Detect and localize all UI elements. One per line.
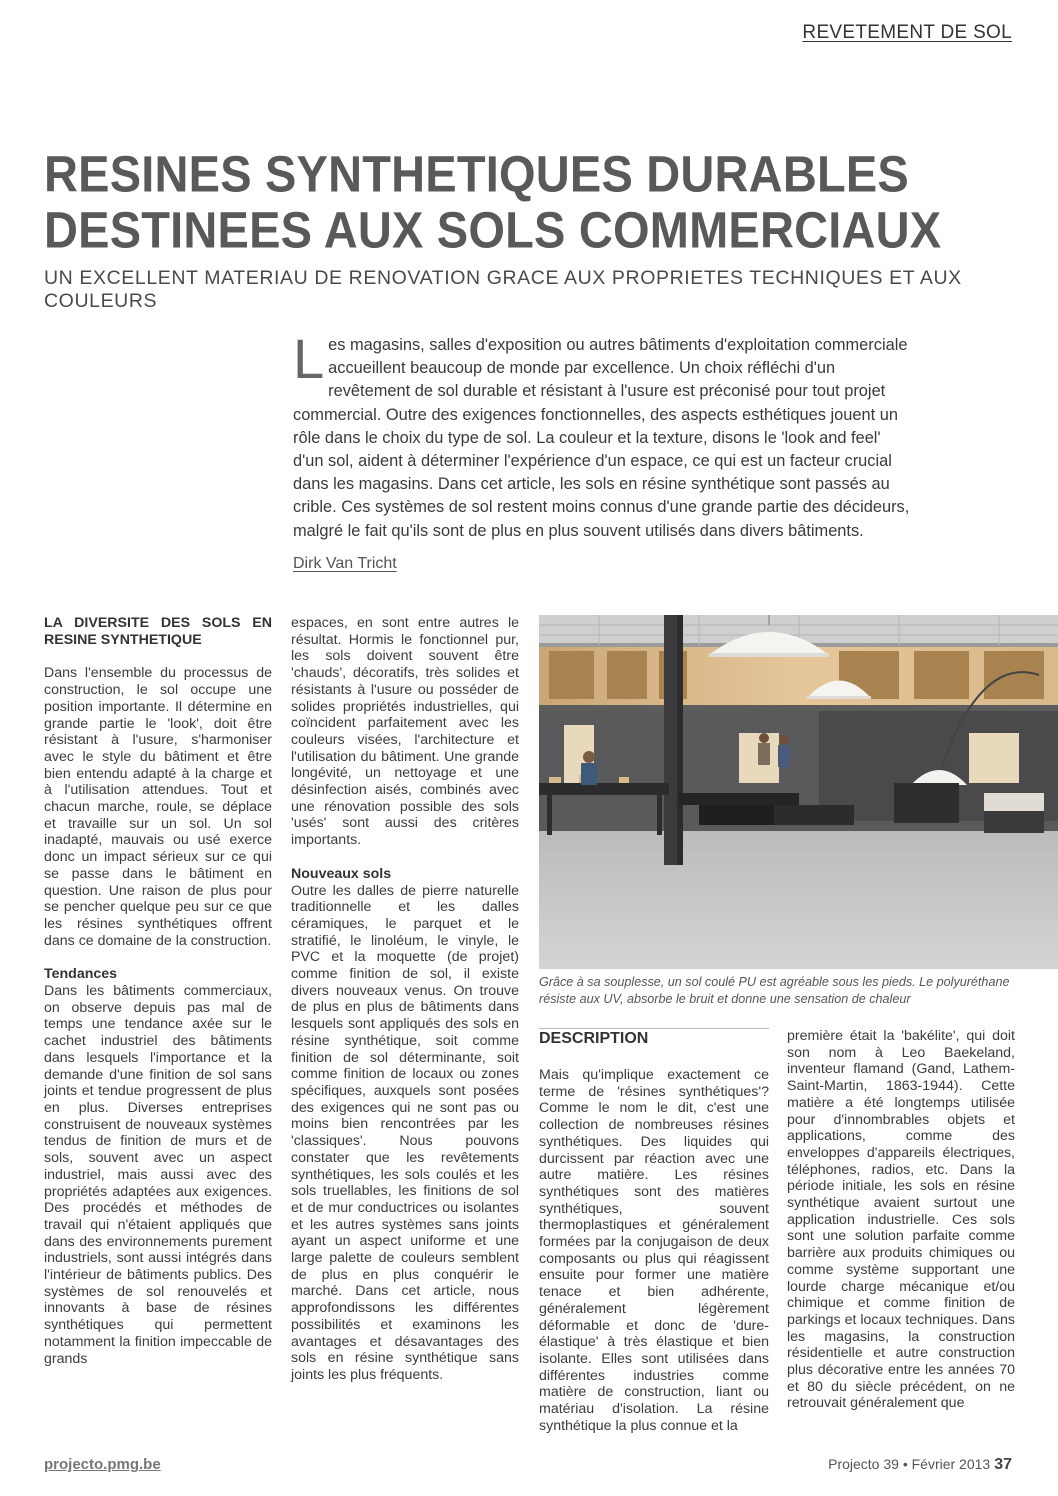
page-number: 37 <box>994 1456 1012 1473</box>
paragraph-description: Mais qu'implique exactement ce terme de 'résines synthétiques'? Comme le nom le dit, c'est une collection de nombreuses résines synthétiques. Des liquides qui durcissent par réaction avec une autre matière. Les résines synthétiques sont des matières synthétiques, souvent thermoplastiques et généralement formées par la conjugaison de deux composants ou plus qui réagissent ensuite pour former une matière tenace et bien adhérente, généralement légèrement déformable et donc de 'dure-élastique' à très élastique et bien isolante. Elles sont utilisées dans différentes industries comme matière de construction, liant ou matériau d'isolation. La résine synthétique la plus connue et la <box>539 1067 769 1434</box>
article-title <box>44 146 1024 258</box>
paragraph-diversite: Dans l'ensemble du processus de construction, le sol occupe une position importante. Il détermine en grande partie le 'look', doit être résistant à l'usure, s'harmoniser avec le style du bâtiment et être bien entendu adapté à la charge et à l'utilisation attendues. Tout et chacun marche, roule, se déplace et travaille sur un sol. Un sol inadapté, mauvais ou usé exerce donc un impact sérieux sur ce qui se passe dans le bâtiment en question. Une raison de plus pour se pencher quelque peu sur ce que les résines synthétiques offrent dans ce domaine de la construction. <box>44 665 272 949</box>
column-1 <box>44 615 272 1367</box>
intro-text: es magasins, salles d'exposition ou autres bâtiments d'exploitation commerciale accueillent beaucoup de monde par excellence. Un choix réfléchi d'un revêtement de sol durable et résistant à l'usure est préconisé pour tout projet commercial. Outre des exigences fonctionnelles, des aspects esthétiques jouent un rôle dans le choix du type de sol. La couleur et la texture, disons le 'look and feel' d'un sol, aident à déterminer l'expérience d'un espace, ce qui est un facteur crucial dans les magasins. Dans cet article, les sols en résine synthétique sont passés au crible. Ces systèmes de sol restent moins connus d'une grande partie des décideurs, malgré le fait qu'ils sont de plus en plus souvent utilisés dans divers bâtiments. <box>293 336 910 540</box>
drop-cap: L <box>293 327 325 390</box>
column-4 <box>787 1028 1015 1412</box>
author-byline: Dirk Van Tricht <box>293 555 397 572</box>
paragraph-espaces: espaces, en sont entre autres le résultat. Hormis le fonctionnel pur, les sols doivent souvent être 'chauds', décoratifs, très solides et résistants à l'usure ou posséder de solides propriétés industrielles, qui coïncident parfaitement avec les couleurs visées, l'architecture et l'utilisation du bâtiment. Une grande longévité, un nettoyage et une désinfection aisés, combinés avec une rénovation possible des sols 'usés' sont aussi des critères importants. <box>291 615 519 849</box>
paragraph-nouveaux-sols: Outre les dalles de pierre naturelle traditionnelle et les dalles céramiques, le parquet et le stratifié, le linoléum, le vinyle, le PVC et la moquette (de projet) comme finition de sol, il existe divers nouveaux venus. On trouve de plus en plus de bâtiments dans lesquels sont appliqués des sols en résine synthétique, soit comme finition de sol déterminante, soit comme finition de locaux ou zones spécifiques, auxquels sont posées des exigences qui ne sont pas ou moins bien rencontrées par les 'classiques'. Nous pouvons constater que les revêtements synthétiques, les sols coulés et les sols truellables, les finitions de sol et de mur conductrices ou isolantes et les autres systèmes sans joints ayant un aspect uniforme et une large palette de couleurs semblent de plus en plus conquérir le marché. Dans cet article, nous approfondissons les différentes possibilités et examinons les avantages et désavantages des sols en résine synthétique sans joints les plus fréquents. <box>291 882 519 1383</box>
intro-paragraph <box>293 327 915 543</box>
paragraph-bakelite: première était la 'bakélite', qui doit son nom à Leo Baekeland, inventeur flamand (Gand, Lathem-Saint-Martin, 1863-1944). Cette matière a été longtemps utilisée pour d'innombrables objets et applications, comme des enveloppes d'appareils électriques, téléphones, radios, etc. Dans la période initiale, les sols en résine synthétique avaient surtout une application industrielle. Ces sols sont une solution parfaite comme barrière aux produits chimiques ou comme système supportant une lourde charge mécanique et/ou chimique et comme finition de parkings et locaux techniques. Dans les magasins, la construction résidentielle et autre construction plus décorative entre les années 70 et 80 du siècle précédent, on ne retrouvait généralement que <box>787 1028 1015 1412</box>
showroom-photo <box>539 615 1058 969</box>
paragraph-tendances: Dans les bâtiments commerciaux, on observe depuis pas mal de temps une tendance axée sur le cachet industriel des bâtiments dans lesquels l'importance et la demande d'une finition de sol sans joints et tendue progressent de plus en plus. Diverses entreprises construisent de nouveaux systèmes tendus de finition de murs et de sols, souvent avec un aspect industriel, mais aussi avec des propriétés adaptées aux exigences. Des procédés et méthodes de travail qui n'étaient appliqués que dans des environnements purement industriels, sont aussi intégrés dans l'intérieur de bâtiments publics. Des systèmes de sol renouvelés et innovants à base de résines synthétiques qui permettent notamment la finition impeccable de grands <box>44 983 272 1367</box>
heading-tendances: Tendances <box>44 966 118 983</box>
heading-diversite: LA DIVERSITE DES SOLS EN RESINE SYNTHETIQUE <box>44 615 272 648</box>
column-3 <box>539 1028 769 1434</box>
title-line-2: DESTINEES AUX SOLS COMMERCIAUX <box>44 201 942 259</box>
article-subtitle: UN EXCELLENT MATERIAU DE RENOVATION GRACE AUX PROPRIETES TECHNIQUES ET AUX COULEURS <box>44 267 962 312</box>
issue-label: Projecto 39 • Février 2013 <box>828 1456 991 1472</box>
title-line-1: RESINES SYNTHETIQUES DURABLES <box>44 144 909 203</box>
heading-nouveaux-sols: Nouveaux sols <box>291 865 392 882</box>
photo-caption: Grâce à sa souplesse, un sol coulé PU est agréable sous les pieds. Le polyuréthane résiste aux UV, absorbe le bruit et donne une sensation de chaleur <box>539 975 1010 1006</box>
footer-issue-info <box>828 1456 1012 1474</box>
section-label: REVETEMENT DE SOL <box>802 22 1012 43</box>
heading-description: DESCRIPTION <box>539 1030 649 1047</box>
footer-website-link[interactable]: projecto.pmg.be <box>44 1456 161 1473</box>
column-2 <box>291 615 519 1384</box>
